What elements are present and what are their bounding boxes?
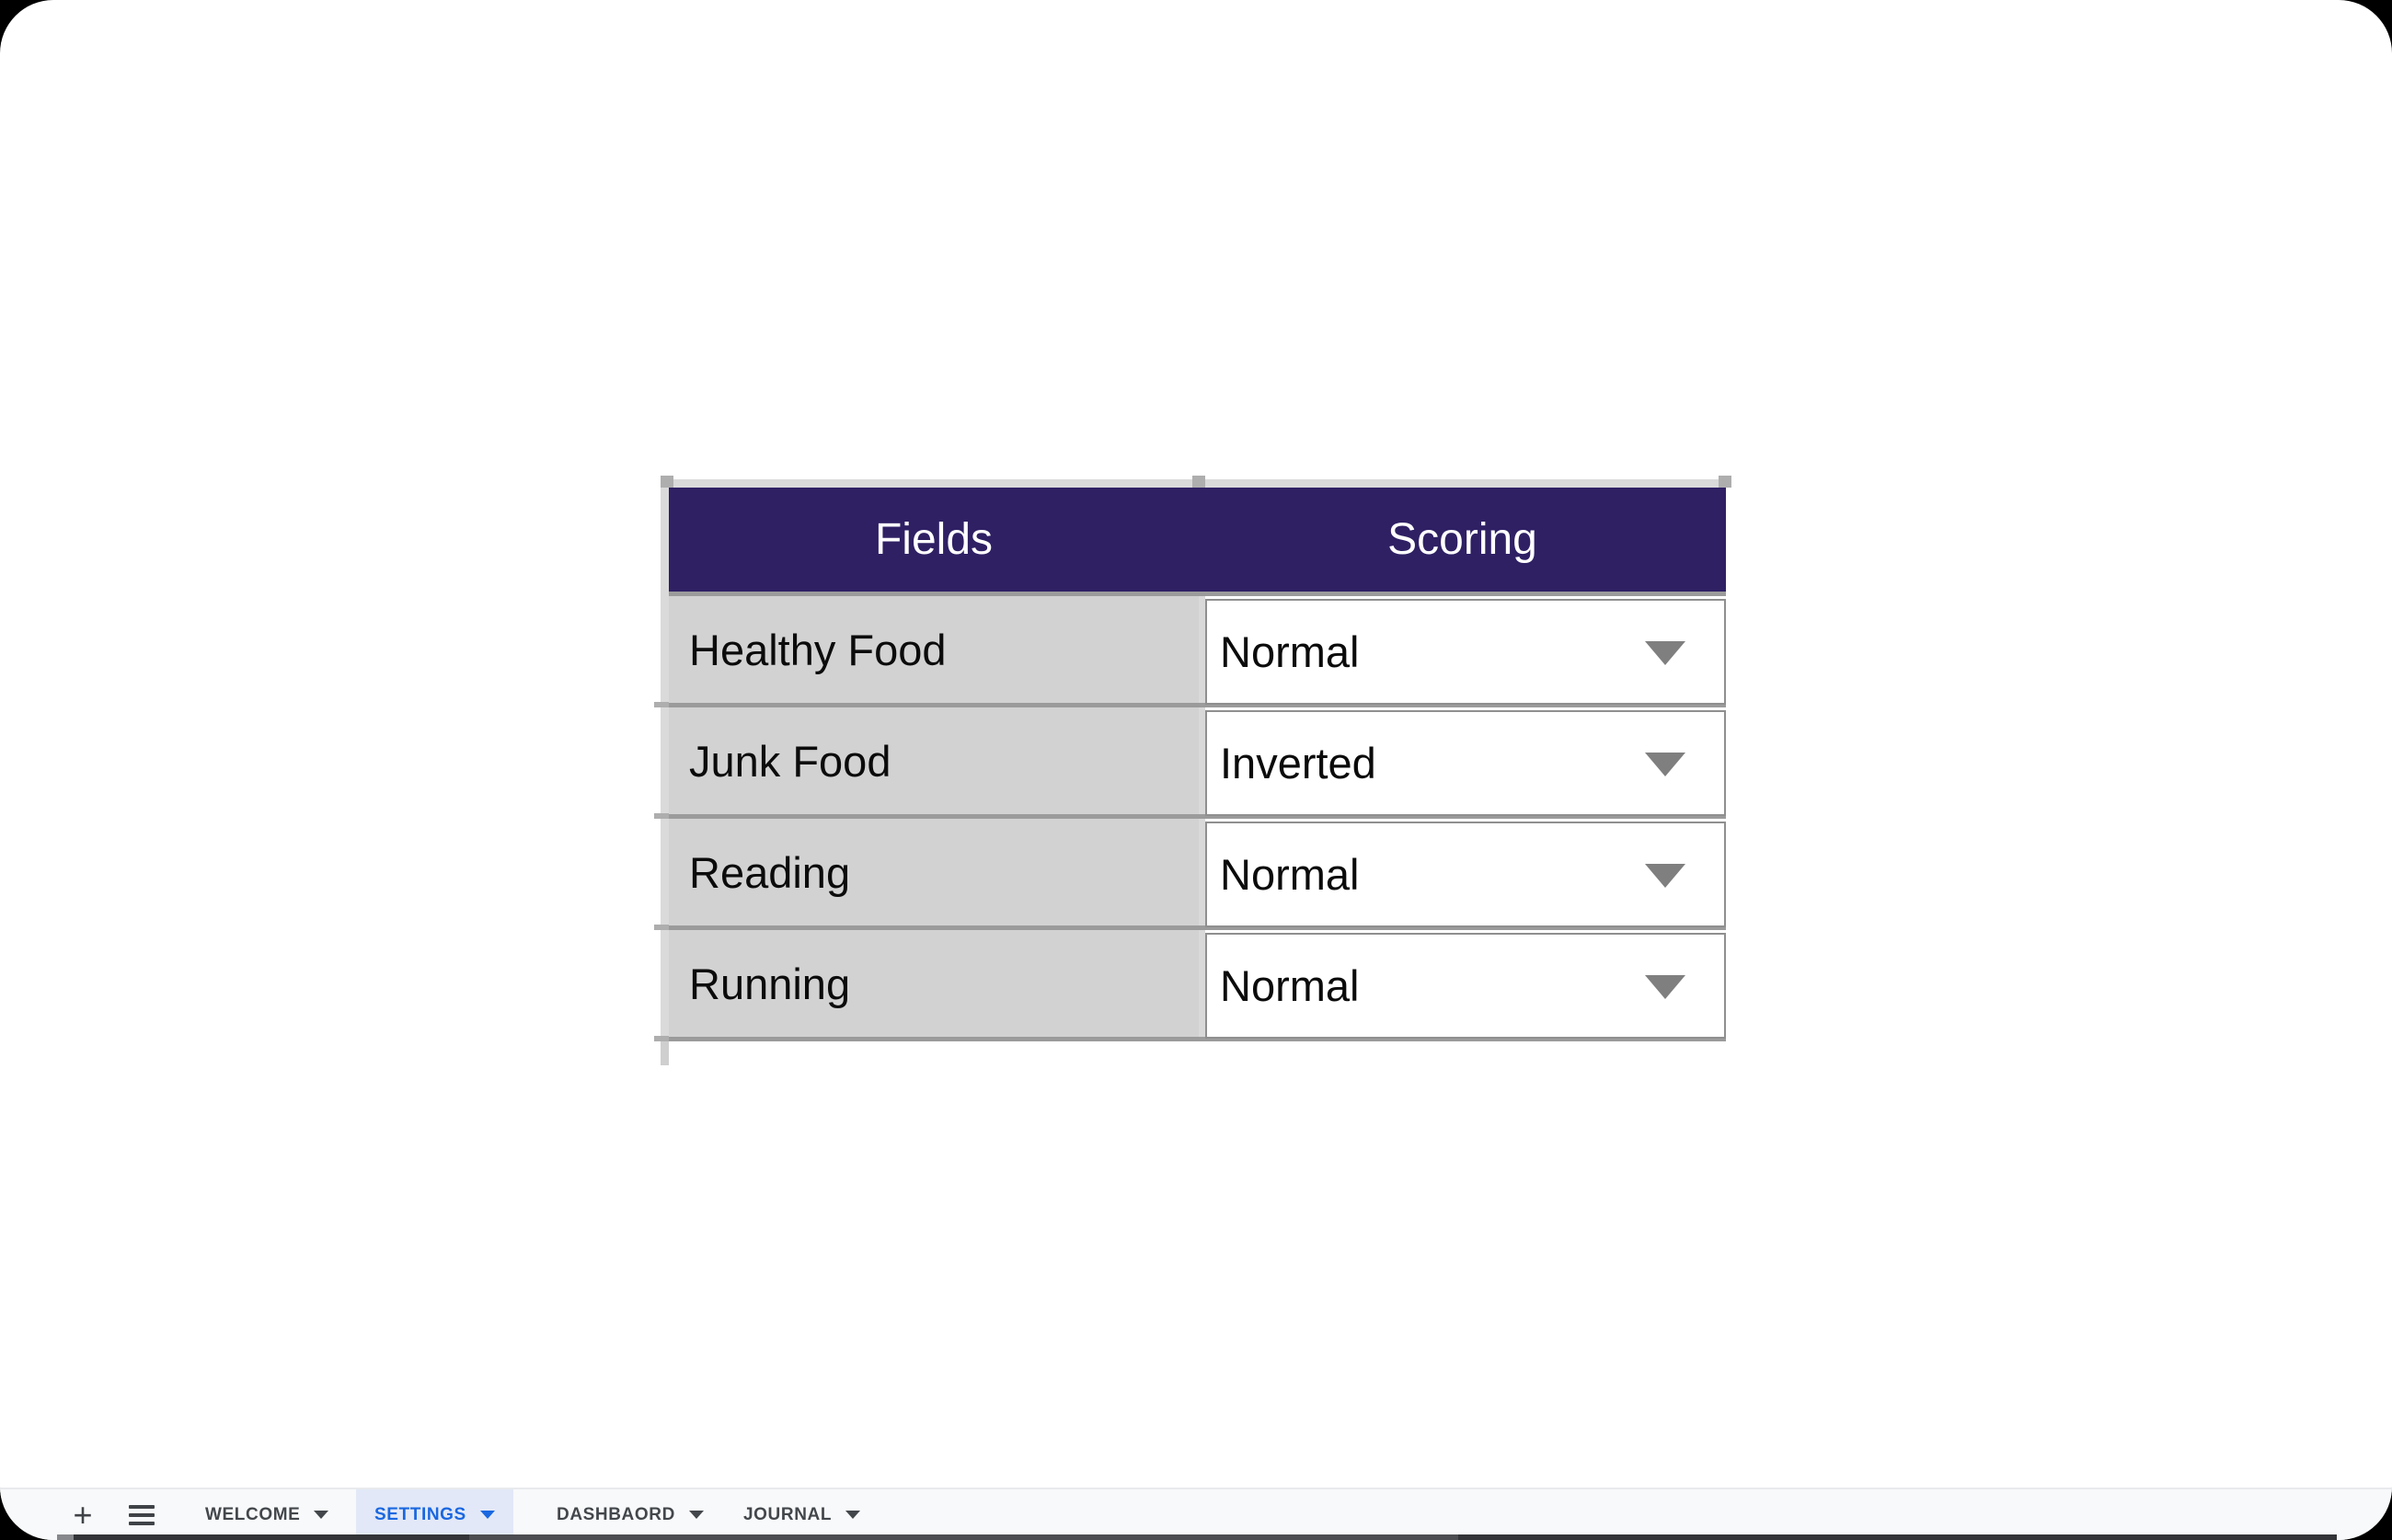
table-bottom-tick [661, 1041, 669, 1065]
scoring-dropdown[interactable]: Normal [1205, 599, 1726, 705]
table-row-tick [654, 1036, 669, 1041]
tab-caret-icon[interactable] [845, 1511, 860, 1519]
sheet-tab-label: WELCOME [205, 1504, 301, 1524]
sheet-tab-bar [0, 1488, 2392, 1540]
all-sheets-button[interactable] [121, 1489, 162, 1540]
header-cell-scoring[interactable]: Scoring [1387, 515, 1537, 564]
hamburger-menu-icon [129, 1513, 155, 1517]
scoring-dropdown[interactable]: Normal [1205, 822, 1726, 927]
scrollbar-cap [57, 1534, 74, 1540]
scoring-dropdown[interactable]: Normal [1205, 933, 1726, 1039]
dropdown-arrow-icon [1645, 864, 1685, 888]
table-left-track [661, 488, 669, 1041]
sheet-tab-label: SETTINGS [374, 1504, 466, 1524]
field-cell[interactable]: Running [669, 930, 1199, 1037]
table-row-tick [654, 813, 669, 819]
horizontal-scrollbar-thumb[interactable] [469, 1534, 1458, 1540]
sheet-tab-dashbaord[interactable] [538, 1489, 722, 1540]
field-cell[interactable]: Junk Food [669, 707, 1199, 814]
table-column-tick [1192, 476, 1205, 488]
dropdown-arrow-icon [1645, 641, 1685, 665]
sheet-tab-settings[interactable] [356, 1489, 513, 1540]
sheet-tab-welcome[interactable] [187, 1489, 347, 1540]
header-cell-fields[interactable]: Fields [874, 515, 994, 564]
field-cell[interactable]: Reading [669, 819, 1199, 925]
sheet-tab-label: DASHBAORD [557, 1504, 675, 1524]
field-cell[interactable]: Healthy Food [669, 596, 1199, 703]
table-row-tick [654, 925, 669, 930]
sheet-tab-journal[interactable] [725, 1489, 879, 1540]
horizontal-scrollbar-track [57, 1534, 2337, 1540]
tab-caret-icon[interactable] [314, 1511, 328, 1519]
tab-caret-icon[interactable] [480, 1511, 495, 1519]
dropdown-arrow-icon [1645, 753, 1685, 776]
scoring-dropdown[interactable]: Inverted [1205, 710, 1726, 816]
sheet-tab-label: JOURNAL [743, 1504, 833, 1524]
table-row-tick [654, 702, 669, 707]
table-corner-tick [1719, 476, 1731, 488]
column-gap-channel [1199, 596, 1205, 1041]
table-corner-tick [661, 476, 673, 488]
tab-caret-icon[interactable] [689, 1511, 704, 1519]
add-sheet-button[interactable]: + [73, 1495, 93, 1534]
dropdown-arrow-icon [1645, 975, 1685, 999]
table-header-row [669, 488, 1726, 592]
